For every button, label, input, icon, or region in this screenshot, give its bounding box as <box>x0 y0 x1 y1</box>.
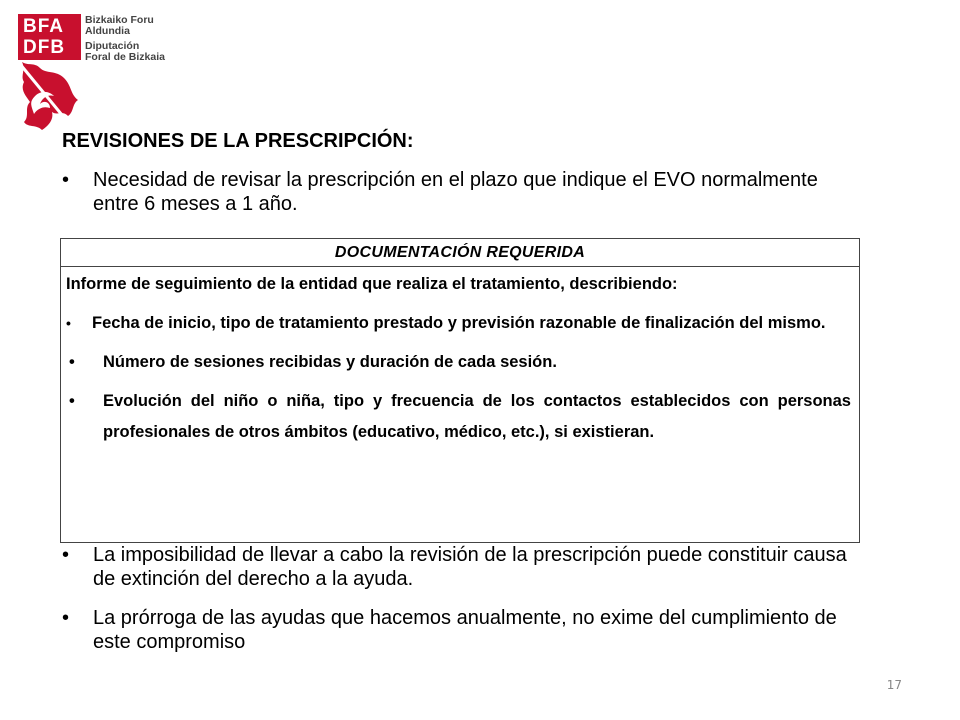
bullet-revision-impossibility <box>62 543 862 591</box>
slide-heading: REVISIONES DE LA PRESCRIPCIÓN: <box>62 130 414 152</box>
logo-name-line4: Foral de Bizkaia <box>85 51 165 63</box>
bullet-revision-deadline <box>62 168 862 216</box>
bullet-text: La imposibilidad de llevar a cabo la revisión de la prescripción puede constituir causa de extinción del derecho a la ayuda. <box>93 544 847 590</box>
documentation-item <box>66 308 851 339</box>
bullet-extension-commitment <box>62 606 862 654</box>
documentation-item-text: Evolución del niño o niña, tipo y frecuencia de los contactos establecidos con personas profesionales de otros ámbitos (educativo, médico, etc.), si existieran. <box>103 392 851 441</box>
bullet-dot-icon: • <box>62 544 70 566</box>
documentation-item-text: Fecha de inicio, tipo de tratamiento prestado y previsión razonable de finalización del mismo. <box>92 314 826 332</box>
documentation-item <box>66 347 851 378</box>
documentation-table-body <box>61 267 859 448</box>
documentation-intro: Informe de seguimiento de la entidad que realiza el tratamiento, describiendo: <box>66 275 678 293</box>
logo-abbr-bfa: BFA <box>23 16 64 37</box>
logo-red-block <box>18 14 81 60</box>
oak-leaf-icon <box>18 60 88 140</box>
logo-institution-name <box>85 15 165 63</box>
bullet-text: La prórroga de las ayudas que hacemos anualmente, no exime del cumplimiento de este compromiso <box>93 607 837 653</box>
documentation-table <box>60 238 860 543</box>
documentation-item-text: Número de sesiones recibidas y duración de cada sesión. <box>103 353 557 371</box>
bullet-dot-icon: • <box>62 169 70 191</box>
logo-name-line3: Diputación <box>85 40 140 52</box>
bullet-dot-icon: • <box>69 392 75 410</box>
logo-name-line1: Bizkaiko Foru <box>85 14 154 26</box>
bfa-logo <box>18 14 178 134</box>
bullet-dot-icon: • <box>62 607 70 629</box>
documentation-table-header: DOCUMENTACIÓN REQUERIDA <box>61 239 859 267</box>
bullet-dot-icon: • <box>66 315 71 331</box>
logo-name-line2: Aldundia <box>85 25 130 37</box>
logo-abbr-dfb: DFB <box>23 37 66 58</box>
page-number: 17 <box>886 678 902 692</box>
documentation-item <box>66 386 851 448</box>
bullet-dot-icon: • <box>69 353 75 371</box>
bullet-text: Necesidad de revisar la prescripción en el plazo que indique el EVO normalmente entre 6 meses a 1 año. <box>93 169 818 215</box>
